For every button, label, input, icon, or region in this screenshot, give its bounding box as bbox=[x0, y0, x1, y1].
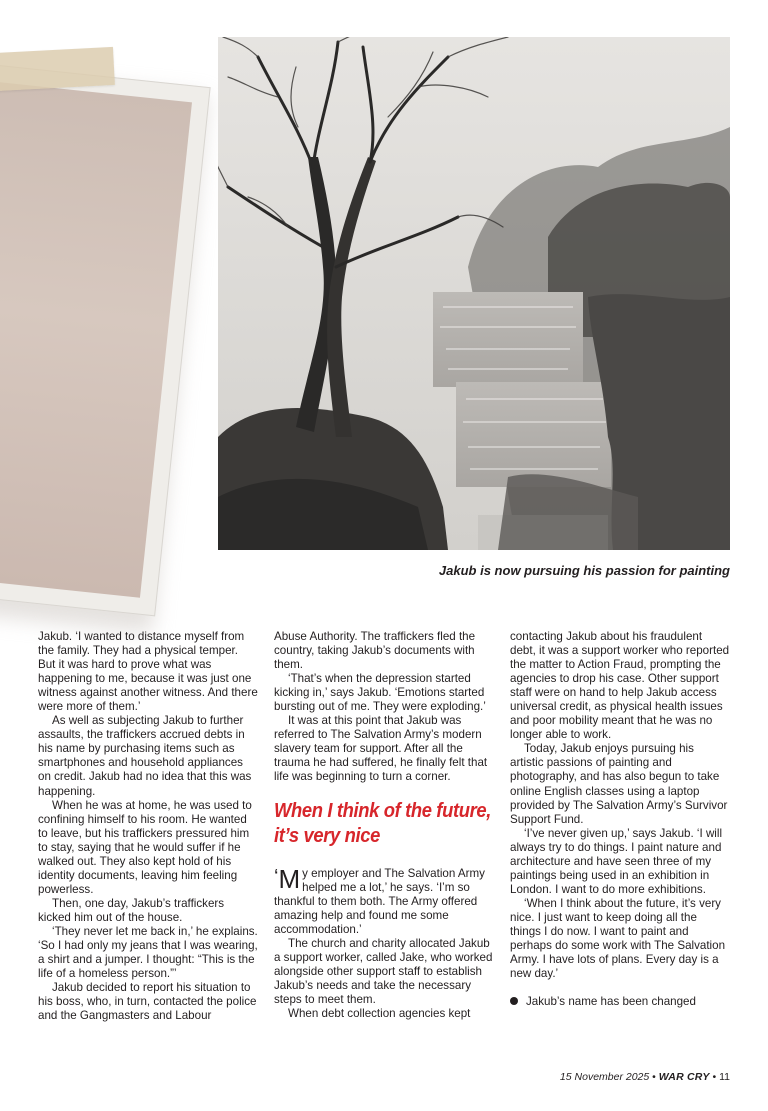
masking-tape bbox=[0, 47, 115, 91]
paragraph: Today, Jakub enjoys pursuing his artistic passions of painting and photography, and has also begun to take online English classes using a laptop provided by The Salvation Army’s Survivor Support Fund. bbox=[510, 742, 728, 826]
paragraph: contacting Jakub about his fraudulent debt, it was a support worker who reported the matter to Action Fraud, prompting the agencies to drop his case. Other support staff were on hand to help Jakub access universal credit, as physical health issues and poor mobility meant that he was no longer able to work. bbox=[510, 630, 730, 742]
publication-name: WAR CRY bbox=[658, 1071, 710, 1083]
article-column-3 bbox=[510, 630, 730, 1009]
issue-date: 15 November 2025 bbox=[559, 1071, 650, 1083]
paragraph: Jakub. ‘I wanted to distance myself from the family. They had a physical temper. But it was hard to prove what was happening to me, because it was just one witness against another witness. And there were more of them.’ bbox=[38, 630, 258, 714]
dropcap-paragraph bbox=[274, 863, 494, 937]
footnote-text: Jakub’s name has been changed bbox=[526, 995, 696, 1009]
article-column-1 bbox=[38, 630, 258, 1023]
paragraph: ‘That’s when the depression started kicking in,’ says Jakub. ‘Emotions started bursting out of me. They were exploding.’ bbox=[274, 672, 486, 714]
drop-cap-quote: ‘ bbox=[274, 865, 279, 888]
paragraph: Jakub decided to report his situation to his boss, who, in turn, contacted the police and the Gangmasters and Labour bbox=[38, 981, 257, 1023]
paragraph: It was at this point that Jakub was referred to The Salvation Army’s modern slavery team for support. After all the trauma he had suffered, he finally felt that life was beginning to turn a corner. bbox=[274, 714, 488, 784]
drop-cap-letter: M bbox=[278, 863, 301, 894]
paragraph: When he was at home, he was used to confining himself to his room. He wanted to leave, but his traffickers pressured him to stay, saying that he would suffer if he walked out. They also kept hold of his identity documents, leaving him feeling powerless. bbox=[38, 798, 252, 896]
footer-separator: • bbox=[712, 1071, 717, 1083]
photo-frame bbox=[0, 62, 211, 616]
paragraph: ‘I’ve never given up,’ says Jakub. ‘I will always try to do things. I paint nature and architecture and have seen three of my paintings being used in an exhibition in London. I want to do more exhibitions. bbox=[510, 826, 723, 896]
image-caption: Jakub is now pursuing his passion for painting bbox=[438, 563, 730, 578]
article-column-2 bbox=[274, 630, 494, 1021]
drop-cap-body: y employer and The Salvation Army helped me a lot,’ he says. ‘I’m so thankful to them both. The Army offered amazing help and found me some accommodation.’ bbox=[274, 866, 485, 936]
paragraph: As well as subjecting Jakub to further assaults, the traffickers accrued debts in his name by purchasing items such as smartphones and household appliances on credit. Jakub had no idea that this was happening. bbox=[38, 714, 252, 798]
page-number: 11 bbox=[719, 1071, 730, 1083]
bullet-icon bbox=[510, 997, 518, 1005]
drop-cap bbox=[274, 863, 301, 894]
pull-quote-subheading: When I think of the future, it’s very nice bbox=[274, 799, 491, 847]
paragraph: The church and charity allocated Jakub a support worker, called Jake, who worked alongside other support staff to establish Jakub’s needs and take the necessary steps to meet them. bbox=[274, 936, 493, 1006]
paragraph: When debt collection agencies kept bbox=[288, 1006, 471, 1020]
footer-separator: • bbox=[652, 1071, 656, 1083]
paragraph: ‘They never let me back in,’ he explains. ‘So I had only my jeans that I was wearing, a shirt and a jumper. I thought: “This is the life of a homeless person.”’ bbox=[38, 924, 258, 981]
painting-image bbox=[218, 37, 730, 550]
photo-frame-image bbox=[0, 79, 192, 598]
paragraph: Abuse Authority. The traffickers fled the country, taking Jakub’s documents with them. bbox=[274, 630, 476, 672]
paragraph: ‘When I think about the future, it’s very nice. I just want to keep doing all the things I do now. I want to paint and perhaps do some work with The Salvation Army. I have lots of plans. Every day is a new day.’ bbox=[510, 896, 726, 981]
footnote bbox=[510, 995, 730, 1009]
page-footer bbox=[560, 1071, 730, 1083]
paragraph: Then, one day, Jakub’s traffickers kicked him out of the house. bbox=[38, 896, 225, 924]
